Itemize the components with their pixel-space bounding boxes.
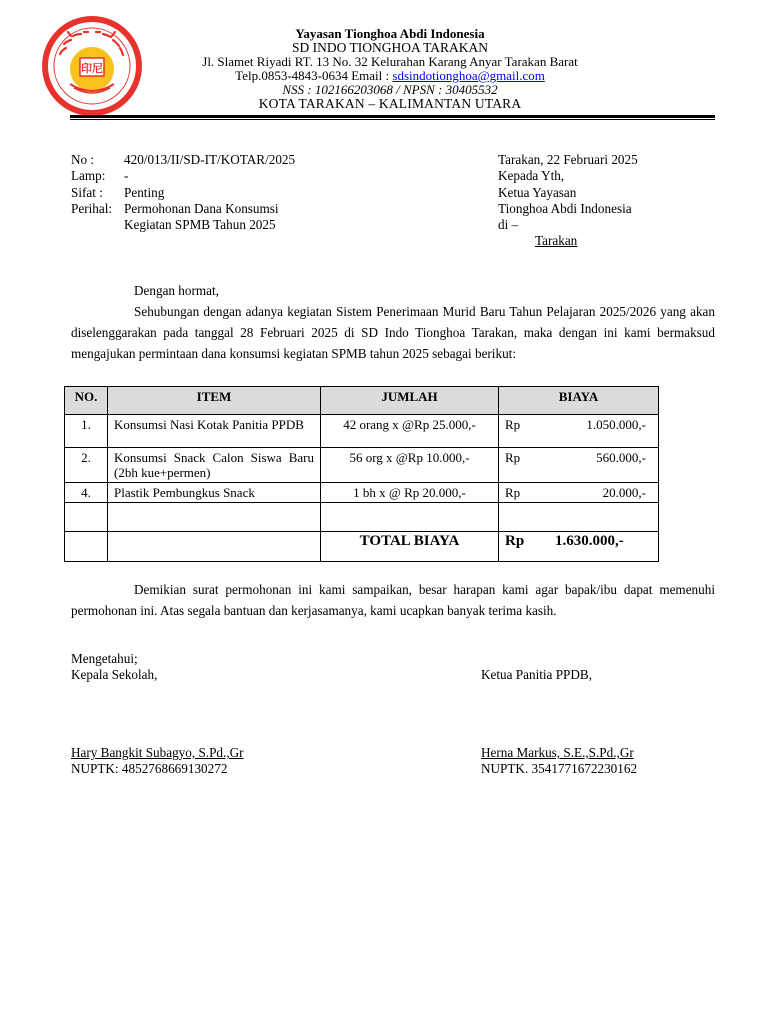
contact-line <box>150 69 630 83</box>
table-row <box>65 448 659 483</box>
recipient-line-1: Kepada Yth, <box>498 168 565 184</box>
meta-perihal-row <box>71 201 371 217</box>
row-jumlah: 1 bh x @ Rp 20.000,- <box>321 483 499 503</box>
meta-sifat-row <box>71 185 371 201</box>
recipient-block <box>498 152 718 250</box>
acknowledged-label: Mengetahui; <box>71 651 138 666</box>
header-jumlah: JUMLAH <box>321 387 499 415</box>
meta-perihal-value-1: Permohonan Dana Konsumsi <box>124 200 279 216</box>
email-link[interactable]: sdsindotionghoa@gmail.com <box>392 68 545 83</box>
cost-table <box>64 386 659 562</box>
principal-nuptk: NUPTK: 4852768669130272 <box>71 761 228 777</box>
school-address: Jl. Slamet Riyadi RT. 13 No. 32 Kelurahan Karang Anyar Tarakan Barat <box>202 54 578 69</box>
greeting: Dengan hormat, <box>134 283 219 298</box>
nss-npsn: NSS : 102166203068 / NPSN : 30405532 <box>282 82 498 97</box>
meta-no-value: 420/013/II/SD-IT/KOTAR/2025 <box>124 152 296 167</box>
row-jumlah: 42 orang x @Rp 25.000,- <box>321 415 499 448</box>
closing-paragraph: Demikian surat permohonan ini kami sampaikan, besar harapan kami agar bapak/ibu dapat memenuhi permohonan ini. Atas segala bantuan dan kerjasamanya, kami ucapkan banyak terima kasih. <box>71 582 715 618</box>
row-no: 4. <box>65 483 108 503</box>
closing-section <box>71 579 715 621</box>
row-amount: 560.000,- <box>596 450 646 465</box>
signature-right <box>481 745 637 778</box>
recipient-line-2: Ketua Yayasan <box>498 184 577 200</box>
letter-date: Tarakan, 22 Februari 2025 <box>498 152 638 167</box>
row-biaya <box>499 483 659 503</box>
signature-left-title <box>71 651 371 684</box>
total-value <box>499 532 659 562</box>
foundation-name: Yayasan Tionghoa Abdi Indonesia <box>295 26 485 41</box>
meta-perihal-label: Perihal: <box>71 200 113 216</box>
principal-name: Hary Bangkit Subagyo, S.Pd.,Gr <box>71 745 244 760</box>
letterhead-rule-thin <box>70 119 715 120</box>
committee-chair-title: Ketua Panitia PPDB, <box>481 667 592 682</box>
city-province: KOTA TARAKAN – KALIMANTAN UTARA <box>258 96 522 111</box>
meta-lamp-row <box>71 168 371 184</box>
table-header-row <box>65 387 659 415</box>
row-rp: Rp <box>505 450 521 465</box>
signature-left <box>71 745 244 778</box>
signature-right-title <box>481 667 721 683</box>
row-item: Plastik Pembungkus Snack <box>108 483 321 503</box>
row-no: 2. <box>65 448 108 483</box>
letterhead-rule-thick <box>70 115 715 118</box>
meta-lamp-label: Lamp: <box>71 168 106 184</box>
recipient-line-3: Tionghoa Abdi Indonesia <box>498 200 632 216</box>
meta-perihal-row-2 <box>71 217 371 233</box>
row-jumlah: 56 org x @Rp 10.000,- <box>321 448 499 483</box>
recipient-city: Tarakan <box>535 233 578 249</box>
table-row <box>65 415 659 448</box>
chair-name: Herna Markus, S.E.,S.Pd.,Gr <box>481 745 634 760</box>
principal-title: Kepala Sekolah, <box>71 667 158 683</box>
total-label: TOTAL BIAYA <box>321 532 499 562</box>
chair-nuptk: NUPTK. 3541771672230162 <box>481 761 638 777</box>
meta-perihal-value-2: Kegiatan SPMB Tahun 2025 <box>124 217 276 233</box>
row-item: Konsumsi Nasi Kotak Panitia PPDB <box>108 415 321 448</box>
school-name: SD INDO TIONGHOA TARAKAN <box>291 40 489 55</box>
total-rp: Rp <box>505 533 525 549</box>
header-no: NO. <box>65 387 108 415</box>
body-paragraph: Sehubungan dengan adanya kegiatan Sistem Penerimaan Murid Baru Tahun Pelajaran 2025/2026 yang akan diselenggarakan pada tanggal 28 Februari 2025 di SD Indo Tionghoa Tarakan, maka dengan ini kami bermaksud mengajukan permintaan dana konsumsi kegiatan SPMB tahun 2025 sebagai berikut: <box>71 304 715 361</box>
row-amount: 1.050.000,- <box>586 417 646 432</box>
total-amount: 1.630.000,- <box>555 533 624 549</box>
meta-no-row <box>71 152 371 168</box>
logo-text: 印尼 <box>81 62 103 75</box>
letterhead-text <box>150 27 630 111</box>
meta-sifat-label: Sifat : <box>71 184 103 200</box>
header-item: ITEM <box>108 387 321 415</box>
table-row-empty <box>65 503 659 532</box>
school-logo-icon <box>40 14 144 118</box>
row-no: 1. <box>65 415 108 448</box>
meta-no-label: No : <box>71 152 95 167</box>
letter-body <box>71 280 715 364</box>
row-biaya <box>499 415 659 448</box>
row-item: Konsumsi Snack Calon Siswa Baru (2bh kue+permen) <box>108 448 321 483</box>
table-row <box>65 483 659 503</box>
row-biaya <box>499 448 659 483</box>
header-biaya: BIAYA <box>499 387 659 415</box>
letter-meta <box>71 152 371 233</box>
meta-lamp-value: - <box>124 168 129 184</box>
row-rp: Rp <box>505 485 521 500</box>
row-rp: Rp <box>505 417 521 432</box>
meta-sifat-value: Penting <box>124 184 165 200</box>
table-total-row <box>65 532 659 562</box>
recipient-line-4: di – <box>498 217 519 233</box>
phone-text: Telp.0853-4843-0634 Email : <box>235 68 393 83</box>
row-amount: 20.000,- <box>602 485 646 500</box>
